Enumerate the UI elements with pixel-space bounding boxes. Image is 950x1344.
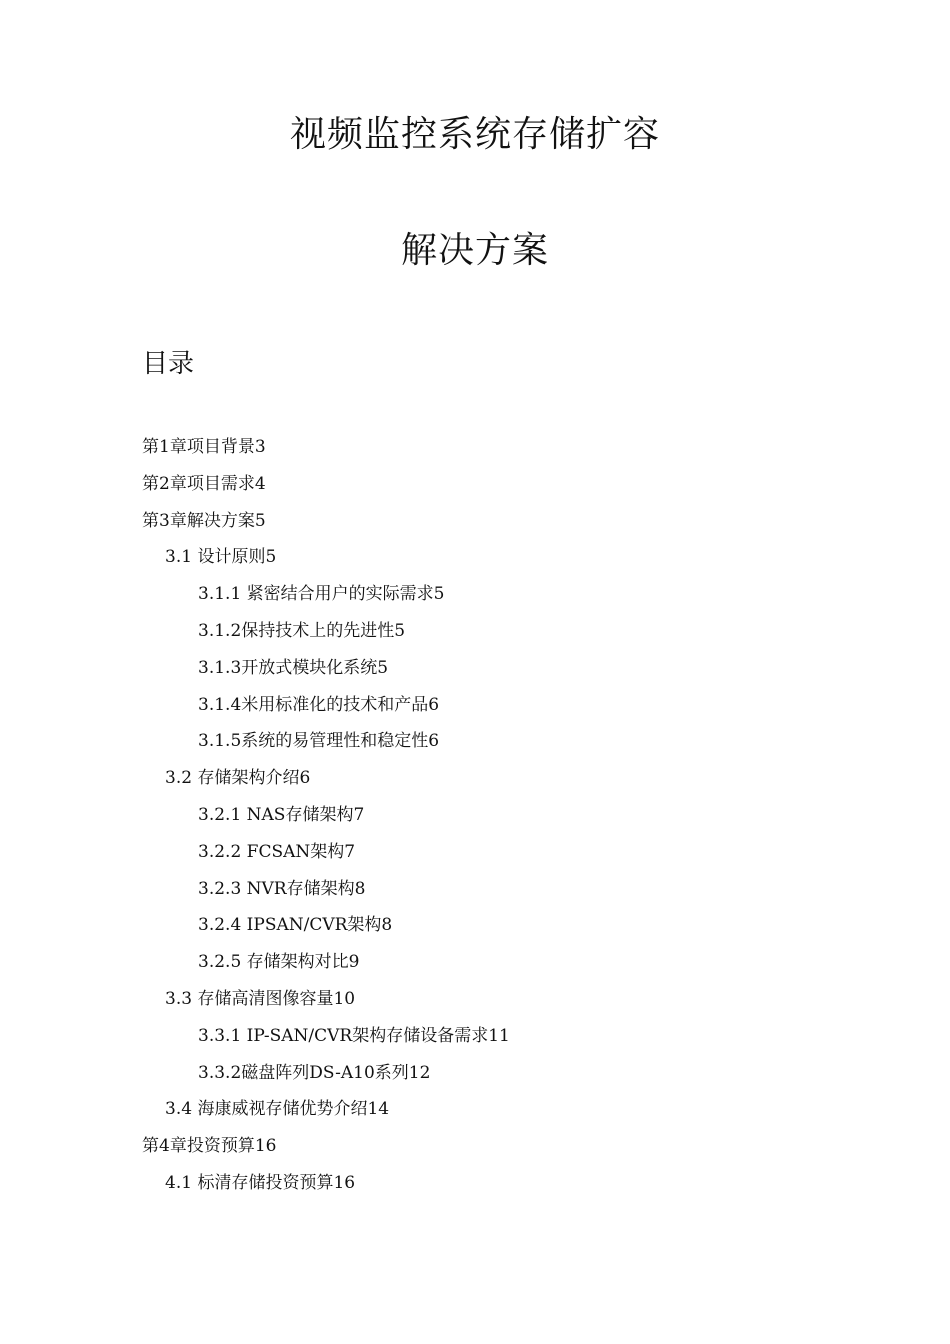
toc-entry[interactable]: 3.1.5系统的易管理性和稳定性6 — [198, 731, 440, 752]
toc-entry[interactable]: 4.1 标清存储投资预算16 — [165, 1172, 356, 1193]
toc-entry[interactable]: 3.3.1 IP-SAN/CVR架构存储设备需求11 — [198, 1025, 510, 1046]
toc-entry[interactable]: 第1章项目背景3 — [142, 437, 266, 457]
toc-entry[interactable]: 3.1.2保持技术上的先进性5 — [198, 620, 406, 641]
toc-entry[interactable]: 3.3.2磁盘阵列DS-A10系列12 — [198, 1062, 431, 1083]
toc-entry[interactable]: 第4章投资预算16 — [142, 1136, 277, 1157]
toc-entry[interactable]: 第2章项目需求4 — [142, 473, 266, 494]
toc-entry[interactable]: 3.1.3开放式模块化系统5 — [198, 657, 389, 678]
toc-entry[interactable]: 3.1 设计原则5 — [165, 547, 277, 568]
toc-entry[interactable]: 3.2.4 IPSAN/CVR架构8 — [198, 915, 393, 936]
toc-heading: 目录 — [142, 349, 195, 379]
toc-entry[interactable]: 3.2 存储架构介绍6 — [165, 768, 311, 789]
document-title-line-1: 视频监控系统存储扩容 — [289, 114, 660, 155]
toc-entry[interactable]: 3.2.2 FCSAN架构7 — [198, 841, 356, 862]
table-of-contents — [0, 433, 950, 1206]
toc-entry[interactable]: 3.1.4米用标准化的技术和产品6 — [198, 694, 440, 715]
toc-entry[interactable]: 3.1.1 紧密结合用户的实际需求5 — [198, 584, 445, 605]
toc-entry[interactable]: 3.2.3 NVR存储架构8 — [198, 878, 366, 899]
document-title-line-2: 解决方案 — [400, 230, 549, 271]
toc-entry[interactable]: 3.3 存储高清图像容量10 — [165, 988, 356, 1009]
toc-entry[interactable]: 3.2.5 存储架构对比9 — [198, 952, 360, 973]
toc-entry[interactable]: 3.2.1 NAS存储架构7 — [198, 804, 365, 825]
toc-entry[interactable]: 第3章解决方案5 — [142, 510, 266, 531]
toc-entry[interactable]: 3.4 海康威视存储优势介绍14 — [165, 1099, 390, 1120]
